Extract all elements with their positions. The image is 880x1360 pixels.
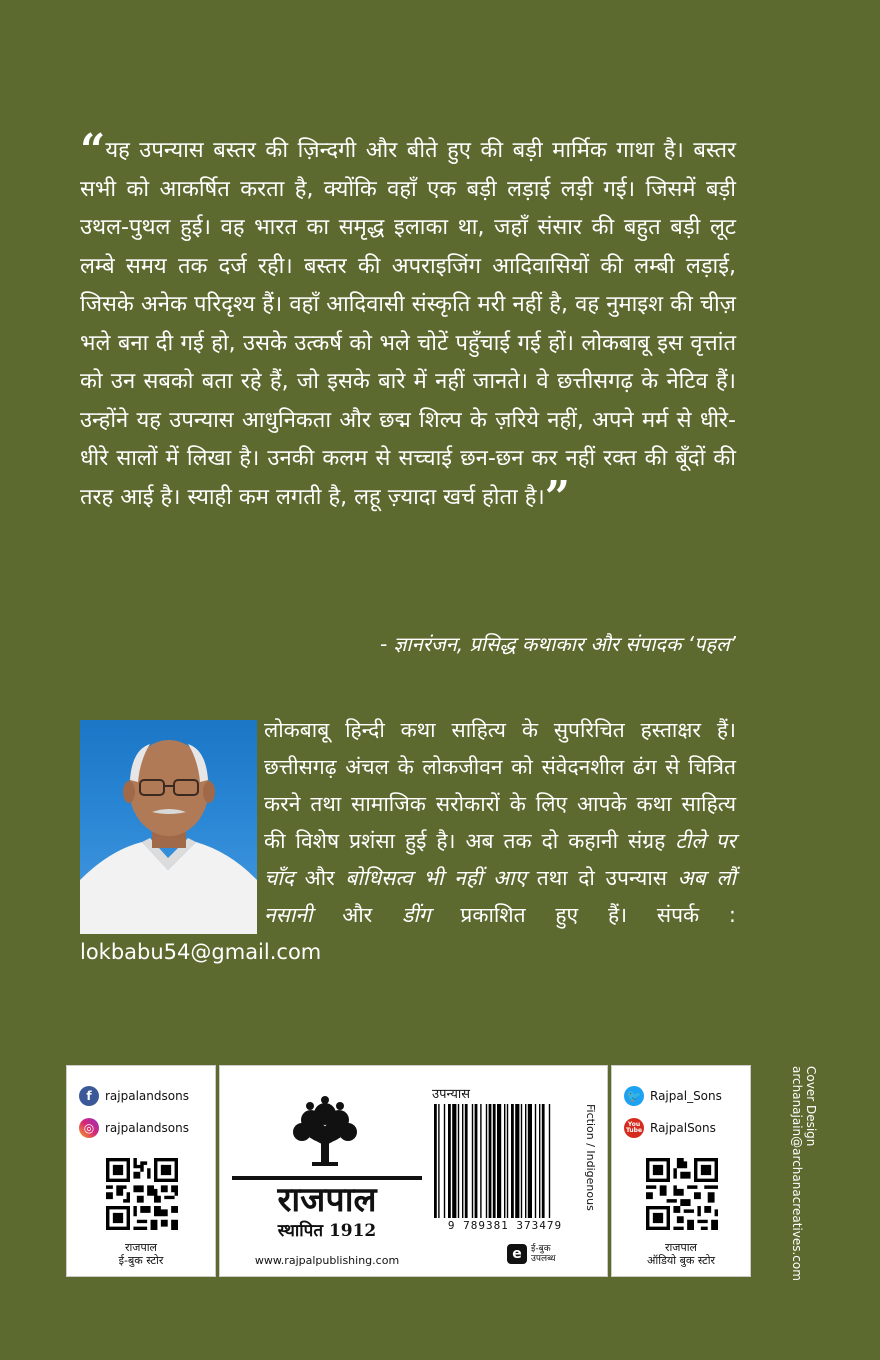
bio-text-2: तथा दो उपन्यास [536, 866, 667, 890]
barcode-bar [480, 1104, 481, 1218]
facebook-handle: rajpalandsons [105, 1089, 189, 1103]
caption-line: राजपाल [124, 1241, 158, 1254]
youtube-link[interactable] [624, 1118, 716, 1138]
barcode-bar [475, 1104, 478, 1218]
established-year: स्थापित 1912 [277, 1221, 377, 1241]
book-title: अब लौं नसानी [264, 866, 736, 927]
author-bio [80, 712, 736, 971]
barcode-bar [493, 1104, 496, 1218]
barcode-bar [528, 1104, 532, 1218]
ebook-available-text [531, 1244, 556, 1264]
bio-text-3: प्रकाशित हुए हैं। संपर्क : [460, 903, 737, 927]
barcode-bar [465, 1104, 468, 1218]
instagram-handle: rajpalandsons [105, 1121, 189, 1135]
quote-text: यह उपन्यास बस्तर की ज़िन्दगी और बीते हुए की बड़ी मार्मिक गाथा है। बस्तर सभी को आकर्षित करता है, क्योंकि वहाँ एक बड़ी लड़ाई लड़ी गई। जिसमें बड़ी उथल-पुथल हुई। वह भारत का समृद्ध इलाका था, जहाँ संसार की बहुत बड़ी लूट लम्बे समय तक दर्ज रही। बस्तर की अपराइजिंग आदिवासियों की लम्बी लड़ाई, जिसके अनेक परिदृश्य हैं। वहाँ आदिवासी संस्कृति मरी नहीं है, वह नुमाइश की चीज़ भले बना दी गई हो, उसके उत्कर्ष को भले चोटें पहुँचाई गई हों। लोकबाबू इस वृत्तांत को उन सबको बता रहे हैं, जो इसके बारे में नहीं जानते। वे छत्तीसगढ़ के नेटिव हैं। उन्होंने यह उपन्यास आधुनिकता और छद्म शिल्प के ज़रिये नहीं, अपने मर्म से धीरे-धीरे सालों में लिखा है। उनकी कलम से सच्चाई छन-छन कर नहीं रक्त की बूँदों की तरह आई है। स्याही कम लगती है, लहू ज़्यादा खर्च होता है। [80, 138, 736, 510]
publisher-panel [219, 1065, 608, 1277]
author-email[interactable]: lokbabu54@gmail.com [80, 940, 322, 964]
youtube-handle: RajpalSons [650, 1121, 716, 1135]
close-quote-mark: ” [544, 471, 571, 523]
barcode-bar [489, 1104, 492, 1218]
ebook-line: ई-बुक [531, 1244, 551, 1254]
barcode-bar [452, 1104, 456, 1218]
bio-conjunction: और [342, 903, 373, 927]
cover-credit-email[interactable]: archanajain@archanacreatives.com [790, 1066, 804, 1281]
audiobook-store-qr-code[interactable] [646, 1158, 718, 1230]
ebook-store-qr-code[interactable] [106, 1158, 178, 1230]
instagram-link[interactable] [79, 1118, 189, 1138]
publisher-wordmark: राजपाल [232, 1176, 422, 1220]
audiobook-store-caption [612, 1241, 750, 1267]
publisher-website[interactable]: www.rajpalpublishing.com [254, 1254, 400, 1267]
barcode-bar [507, 1104, 508, 1218]
category-label: Fiction / Indigenous [584, 1104, 597, 1211]
tree-logo-icon [290, 1096, 360, 1170]
barcode-bar [515, 1104, 519, 1218]
barcode-bar [462, 1104, 463, 1218]
quote-attribution: - ज्ञानरंजन, प्रसिद्ध कथाकार और संपादक ‘पहल’ [380, 632, 736, 656]
book-title: डींग [402, 903, 431, 927]
caption-line: राजपाल [664, 1241, 698, 1254]
barcode-bar [525, 1104, 526, 1218]
book-title: टीले पर चाँद [264, 829, 736, 890]
caption-line: ई-बुक स्टोर [118, 1254, 164, 1267]
ebook-icon: e [507, 1244, 527, 1264]
ebook-available-badge [507, 1244, 556, 1264]
isbn-number: 9 789381 373479 [447, 1219, 563, 1232]
review-quote [80, 125, 736, 523]
ebook-store-caption [67, 1241, 215, 1267]
barcode-bar [438, 1104, 439, 1218]
barcode-bar [549, 1104, 550, 1218]
youtube-icon: You Tube [624, 1118, 644, 1138]
barcode-bar [504, 1104, 505, 1218]
barcode-bar [444, 1104, 445, 1218]
cover-credit-label: Cover Design [804, 1066, 818, 1147]
barcode-bar [497, 1104, 501, 1218]
barcode-bar [486, 1104, 487, 1218]
barcode-bar [542, 1104, 545, 1218]
isbn-barcode [432, 1104, 578, 1218]
bio-conjunction: और [304, 866, 335, 890]
back-cover-footer [66, 1065, 751, 1277]
social-panel-left [66, 1065, 216, 1277]
instagram-icon: ◎ [79, 1118, 99, 1138]
barcode-bar [448, 1104, 451, 1218]
ebook-line: उपलब्ध [531, 1254, 556, 1264]
barcode-bar [458, 1104, 459, 1218]
twitter-handle: Rajpal_Sons [650, 1089, 722, 1103]
barcode-bar [521, 1104, 522, 1218]
facebook-icon: f [79, 1086, 99, 1106]
twitter-link[interactable] [624, 1086, 722, 1106]
open-quote-mark: “ [80, 125, 106, 176]
cover-credit [790, 1066, 818, 1281]
barcode-bar [539, 1104, 540, 1218]
genre-label: उपन्यास [432, 1087, 471, 1102]
facebook-link[interactable] [79, 1086, 189, 1106]
twitter-icon: 🐦 [624, 1086, 644, 1106]
barcode-bar [511, 1104, 514, 1218]
book-title: बोधिसत्व भी नहीं आए [345, 866, 527, 890]
barcode-bar [535, 1104, 536, 1218]
barcode-bar [434, 1104, 437, 1218]
barcode-bar [472, 1104, 473, 1218]
bio-text-1: लोकबाबू हिन्दी कथा साहित्य के सुपरिचित हस्ताक्षर हैं। छत्तीसगढ़ अंचल के लोकजीवन को संवेदनशील ढंग से चित्रित करने तथा सामाजिक सरोकारों के लिए आपके कथा साहित्य की विशेष प्रशंसा हुई है। अब तक दो कहानी संग्रह [264, 718, 736, 853]
social-panel-right [611, 1065, 751, 1277]
caption-line: ऑडियो बुक स्टोर [646, 1254, 716, 1267]
